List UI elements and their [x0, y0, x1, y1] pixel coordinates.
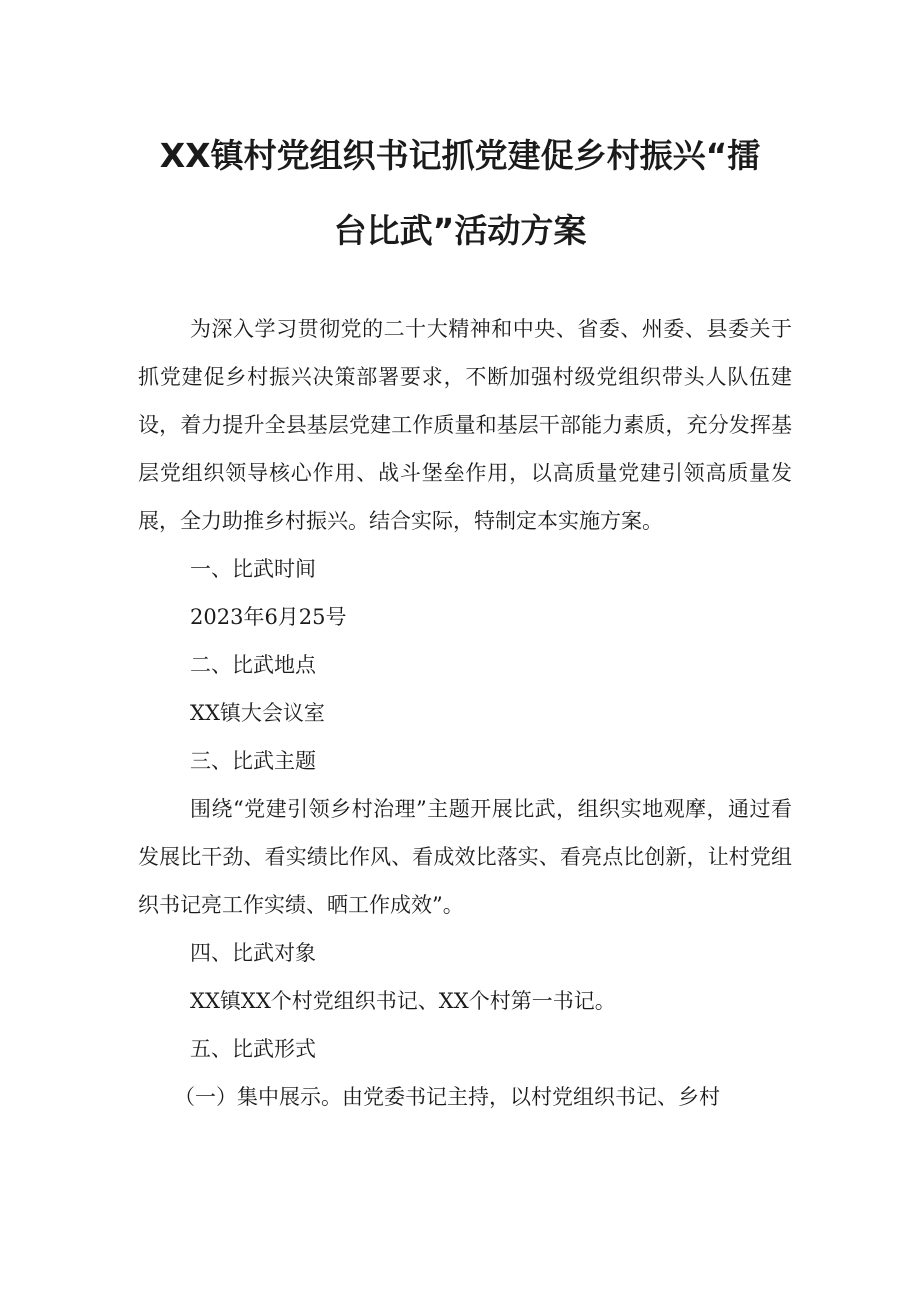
section1-heading: 一、比武时间 [190, 557, 316, 581]
section1-content: 2023年6月25号 [190, 605, 347, 629]
section5-heading: 五、比武形式 [190, 1037, 316, 1061]
document-title-line2: 台比武”活动方案 [333, 211, 587, 250]
section4-content: XX镇XX个村党组织书记、XX个村第一书记。 [190, 989, 616, 1013]
section2-content: XX镇大会议室 [190, 701, 325, 725]
section3-heading: 三、比武主题 [190, 749, 316, 773]
document-body [138, 305, 792, 1121]
section2-heading: 二、比武地点 [190, 653, 316, 677]
section5-sub1: （一）集中展示。由党委书记主持，以村党组织书记、乡村 [174, 1085, 720, 1109]
document-title-line1: XX镇村党组织书记抓党建促乡村振兴“擂 [159, 136, 761, 175]
section4-heading: 四、比武对象 [190, 941, 316, 965]
intro-paragraph: 为深入学习贯彻党的二十大精神和中央、省委、州委、县委关于抓党建促乡村振兴决策部署要求，不断加强村级党组织带头人队伍建设，着力提升全县基层党建工作质量和基层干部能力素质，充分发挥基层党组织领导核心作用、战斗堡垒作用，以高质量党建引领高质量发展，全力助推乡村振兴。结合实际，特制定本实施方案。 [138, 317, 792, 533]
section3-content: 围绕“党建引领乡村治理”主题开展比武，组织实地观摩，通过看发展比干劲、看实绩比作风、看成效比落实、看亮点比创新，让村党组织书记亮工作实绩、晒工作成效”。 [138, 797, 792, 917]
